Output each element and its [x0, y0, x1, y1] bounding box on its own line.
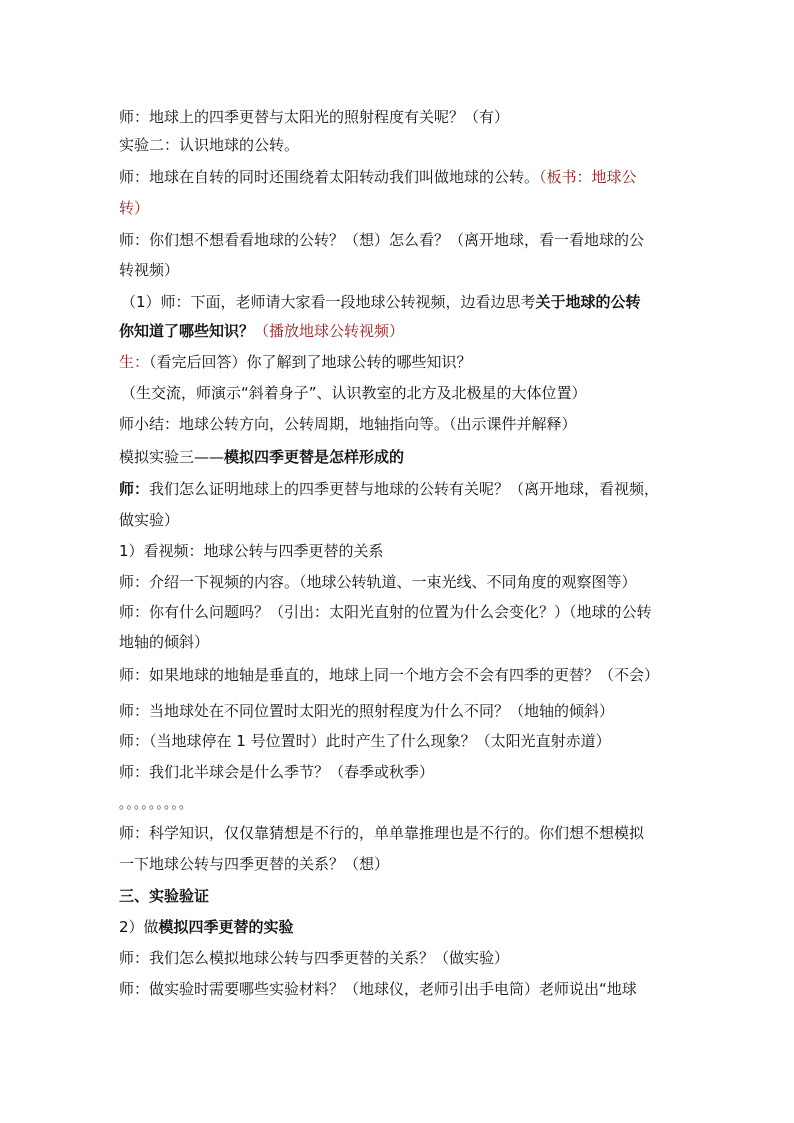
paragraph-line	[119, 510, 679, 530]
paragraph-line	[119, 541, 679, 561]
paragraph-line	[119, 198, 679, 218]
text-span: 师：当地球处在不同位置时太阳光的照射程度为什么不同？（地轴的倾斜）	[119, 702, 615, 720]
paragraph-line	[119, 167, 679, 187]
paragraph-line	[119, 230, 679, 250]
text-span: 师：我们北半球会是什么季节？（春季或秋季）	[119, 763, 435, 781]
text-span: 一下地球公转与四季更替的关系？（想）	[119, 855, 390, 873]
paragraph-line	[119, 447, 679, 467]
text-span: （看完后回答）你了解到了地球公转的哪些知识？	[149, 353, 472, 371]
text-span: 师：（当地球停在 1 号位置时）此时产生了什么现象？（太阳光直射赤道）	[119, 732, 611, 750]
text-span: （1）师：下面，老师请大家看一段地球公转视频，边看边思考	[121, 293, 536, 311]
board-note: （板书：地球公	[539, 168, 637, 186]
text-span: 我们怎么证明地球上的四季更替与地球的公转有关呢？（离开地球，看视频，	[149, 480, 660, 498]
text-span: 师：你们想不想看看地球的公转？（想）怎么看？（离开地球，看一看地球的公	[119, 231, 645, 249]
paragraph-line	[119, 632, 679, 652]
paragraph-line	[119, 414, 679, 434]
text-span: 师：介绍一下视频的内容。（地球公转轨道、一束光线、不同角度的观察图等）	[119, 573, 637, 591]
emphasis-text: 模拟四季更替的实验	[158, 918, 294, 936]
text-span: 2）做	[119, 918, 159, 936]
paragraph-line	[119, 572, 679, 592]
text-span: （生交流，师演示“斜着身子”、认识教室的北方及北极星的大体位置）	[121, 384, 587, 402]
emphasis-text: 关于地球的公转	[535, 293, 641, 311]
text-span: 师小结：地球公转方向，公转周期，地轴指向等。（出示课件并解释）	[119, 415, 577, 433]
paragraph-line	[119, 701, 679, 721]
speaker-label: 生：	[119, 353, 150, 371]
paragraph-line	[119, 823, 679, 843]
text-span: 师：做实验时需要哪些实验材料？（地球仪，老师引出手电筒）老师说出“地球	[119, 980, 637, 998]
paragraph-line	[119, 352, 679, 372]
text-span: 实验二：认识地球的公转。	[119, 136, 300, 154]
paragraph-line	[119, 731, 679, 751]
paragraph-line	[119, 665, 679, 685]
paragraph-line	[119, 948, 679, 968]
paragraph-line	[119, 762, 679, 782]
paragraph-line	[119, 321, 679, 341]
text-span: 转视频）	[119, 261, 180, 279]
text-span: 师：你有什么问题吗？（引出：太阳光直射的位置为什么会变化？）（地球的公转	[119, 603, 652, 621]
paragraph-line	[119, 107, 679, 127]
text-span: 师：我们怎么模拟地球公转与四季更替的关系？（做实验）	[119, 949, 510, 967]
board-note: 转）	[119, 199, 150, 217]
text-span: 地轴的倾斜）	[119, 633, 210, 651]
speaker-label: 师：	[119, 480, 150, 498]
text-span: 师：科学知识，仅仅靠猜想是不行的，单单靠推理也是不行的。你们想不想模拟	[119, 824, 645, 842]
text-span: 1）看视频：地球公转与四季更替的关系	[119, 542, 384, 560]
emphasis-text: 你知道了哪些知识？	[119, 322, 255, 340]
paragraph-line	[119, 917, 679, 937]
paragraph-line	[119, 602, 679, 622]
text-span: 做实验）	[119, 511, 180, 529]
ellipsis-dots: 。。。。。。。。。	[119, 797, 194, 812]
paragraph-line	[119, 793, 679, 815]
paragraph-line	[119, 479, 679, 499]
text-span: 师：地球上的四季更替与太阳光的照射程度有关呢？（有）	[119, 108, 510, 126]
emphasis-text: 模拟四季更替是怎样形成的	[224, 448, 405, 466]
section-heading-text: 三、实验验证	[119, 887, 210, 905]
paragraph-line	[119, 260, 679, 280]
paragraph-line	[119, 979, 679, 999]
section-heading	[119, 886, 679, 906]
paragraph-line	[119, 135, 679, 155]
paragraph-line	[119, 854, 679, 874]
paragraph-line	[121, 383, 681, 403]
board-note: （播放地球公转视频）	[254, 322, 405, 340]
text-span: 师：如果地球的地轴是垂直的，地球上同一个地方会不会有四季的更替？（不会）	[119, 666, 660, 684]
text-span: 模拟实验三——	[119, 448, 225, 466]
text-span: 师：地球在自转的同时还围绕着太阳转动我们叫做地球的公转。	[119, 168, 540, 186]
paragraph-line	[121, 292, 681, 312]
